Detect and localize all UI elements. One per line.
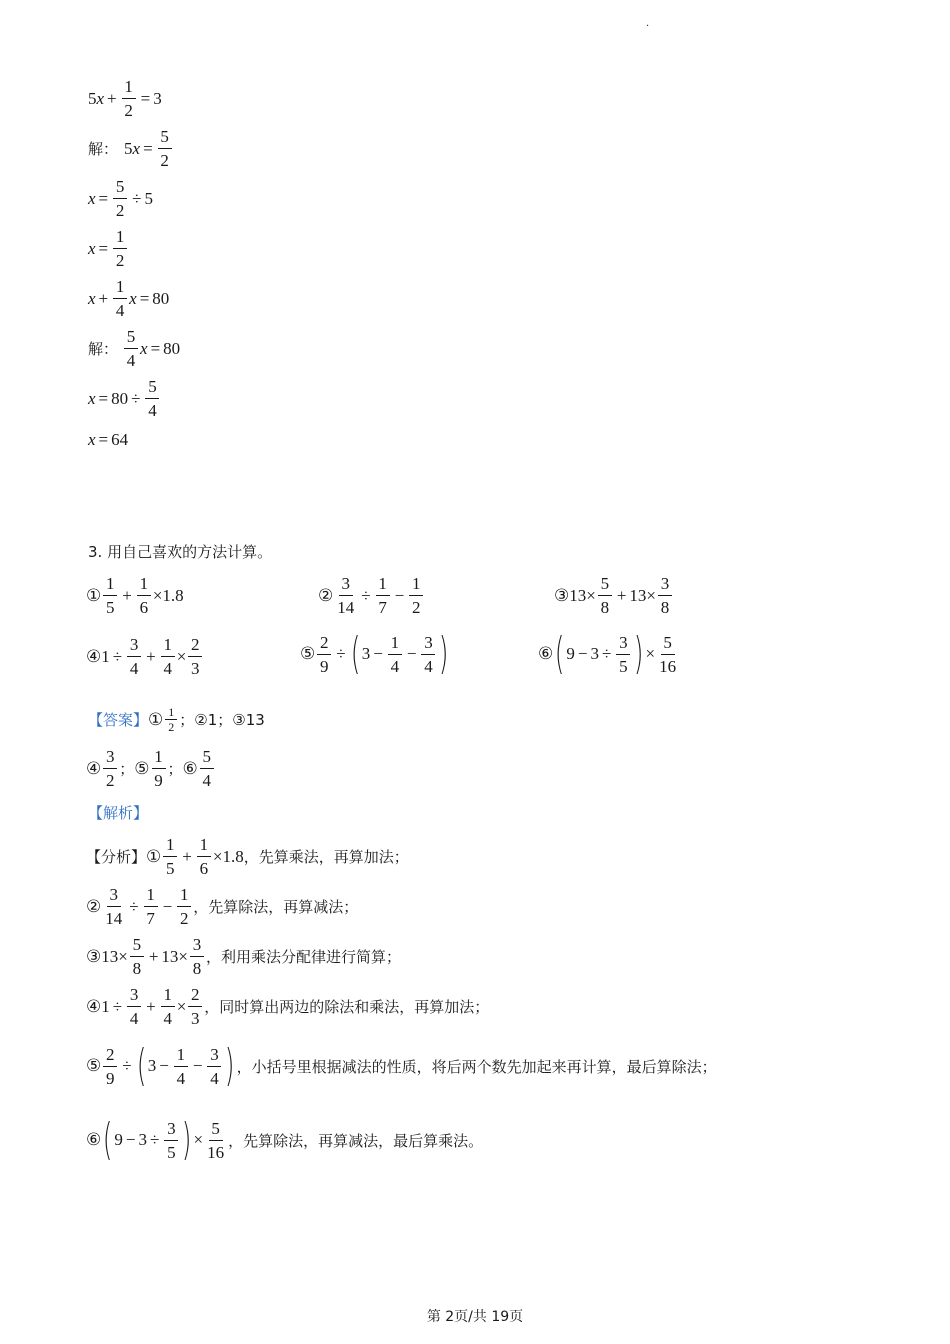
answer-row1-rest: ；②1；③13 — [179, 711, 265, 729]
q3-item-1: ① $\frac{1}{5}$ + $\frac{1}{6}$ ×1.8 — [86, 574, 184, 617]
analysis-text-1: ，先算乘法，再算加法； — [243, 848, 409, 866]
q3-item-3: ③13× $\frac{5}{8}$ + 13× $\frac{3}{8}$ — [554, 575, 674, 616]
analysis-text-4: ，同时算出两边的除法和乘法，再算加法； — [204, 998, 490, 1016]
analysis-tag: 【解析】 — [88, 804, 149, 822]
answer-tag: 【答案】 — [88, 711, 149, 729]
analysis-line-3: ③13× $\frac{5}{8}$ + 13× $\frac{3}{8}$ ，利用乘法分配律进行简算； — [86, 935, 402, 978]
analysis-text-5: ，小括号里根据减法的性质，将后两个数先加起来再计算，最后算除法； — [236, 1057, 717, 1076]
eq2-line4: x = 64 — [88, 430, 129, 449]
eq2-line2: 解： $\frac{5}{4}$ x = 80 — [88, 327, 181, 370]
fenxi-tag: 【分析】 — [86, 848, 147, 866]
eq1-line2: 解： 5 x = $\frac{5}{2}$ — [88, 128, 174, 169]
analysis-line-6: ⑥ ( 9 − 3 ÷ $\frac{3}{5}$ ) × $\frac{5}{16}$ ，先算除法，再算减法，最后算乘法。 — [86, 1114, 484, 1165]
analysis-line-4: ④1 ÷ $\frac{3}{4}$ + $\frac{1}{4}$ × $\frac{2}{3}$ ，同时算出两边的除法和乘法，再算加法； — [86, 985, 490, 1028]
solve-label-2: 解： — [88, 340, 119, 358]
q3-item-5: ⑤ $\frac{2}{9}$ ÷ ( 3 − $\frac{1}{4}$ − $\frac{3}{4}$ ) — [300, 628, 449, 679]
analysis-line-2: ② $\frac{3}{14}$ ÷ $\frac{1}{7}$ − $\frac{1}{2}$ ，先算除法，再算减法； — [86, 885, 359, 928]
analysis-text-2: ，先算除法，再算减法； — [193, 898, 359, 916]
q3-item-6: ⑥ ( 9 − 3 ÷ $\frac{3}{5}$ ) × $\frac{5}{16}$ — [538, 628, 677, 679]
answer-sep: ； — [167, 760, 183, 778]
header-mark: . — [646, 18, 650, 29]
page-footer: 第 2页/共 19页 — [426, 1309, 524, 1325]
q3-item-2: ② $\frac{3}{14}$ ÷ $\frac{1}{7}$ − $\frac{1}{2}$ — [318, 575, 425, 616]
answer-sep: ； — [119, 760, 135, 778]
analysis-line-1: 【分析】 ① $\frac{1}{5}$ + $\frac{1}{6}$ ×1.8 ，先算乘法，再算加法； — [86, 835, 409, 878]
eq1-line4: x = $\frac{1}{2}$ — [88, 228, 129, 269]
q3-title: 3. 用自己喜欢的方法计算。 — [88, 543, 273, 561]
eq1-line3: x = $\frac{5}{2}$ ÷ 5 — [88, 177, 153, 220]
eq2-line3: x = 80 ÷ $\frac{5}{4}$ — [88, 378, 161, 419]
answer-row-1: 【答案】 ① $\frac{1}{2}$ ；②1；③13 — [88, 705, 265, 734]
eq2-line1: x + $\frac{1}{4}$ x = 80 — [88, 277, 170, 320]
analysis-text-3: ，利用乘法分配律进行简算； — [206, 948, 402, 966]
answer-row-2: ④ $\frac{3}{2}$ ； ⑤ $\frac{1}{9}$ ； ⑥ $\frac{5}{4}$ — [86, 748, 216, 789]
analysis-text-6: ，先算除法，再算减法，最后算乘法。 — [228, 1131, 484, 1150]
analysis-line-5: ⑤ $\frac{2}{9}$ ÷ ( 3 − $\frac{1}{4}$ − $\frac{3}{4}$ ) ，小括号里根据减法的性质，将后两个数先加起来再计算，最后算除法； — [86, 1040, 717, 1091]
solve-label: 解： — [88, 140, 119, 158]
eq1-line1: 5 x + $\frac{1}{2}$ = 3 — [88, 77, 162, 120]
q3-item-4: ④1 ÷ $\frac{3}{4}$ + $\frac{1}{4}$ × $\frac{2}{3}$ — [86, 636, 204, 677]
